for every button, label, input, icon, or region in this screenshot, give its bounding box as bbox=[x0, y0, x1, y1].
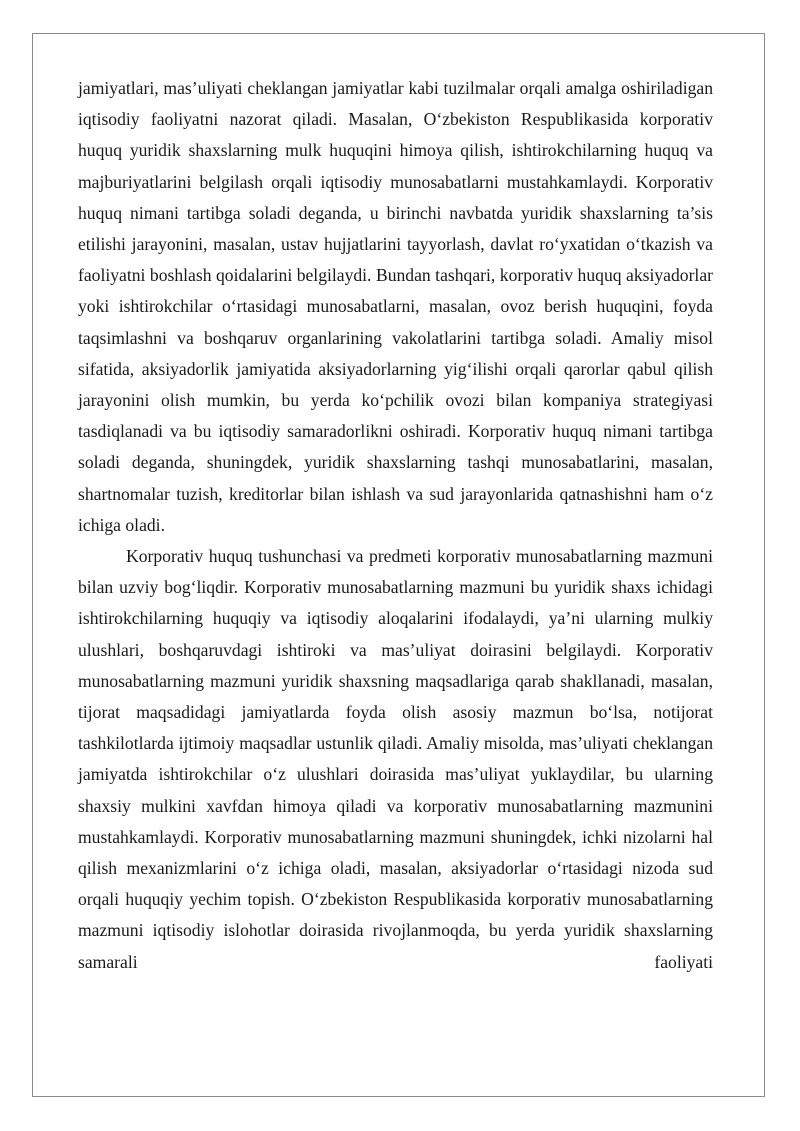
document-body bbox=[78, 73, 713, 978]
paragraph-2: Korporativ huquq tushunchasi va predmeti korporativ munosabatlarning mazmuni bilan uzviy bog‘liqdir. Korporativ munosabatlarning mazmuni bu yuridik shaxs ichidagi ishtirokchilarning huquqiy va iqtisodiy aloqalarini ifodalaydi, ya’ni ularning mulkiy ulushlari, boshqaruvdagi ishtiroki va mas’uliyat doirasini belgilaydi. Korporativ munosabatlarning mazmuni yuridik shaxsning maqsadlariga qarab shakllanadi, masalan, tijorat maqsadidagi jamiyatlarda foyda olish asosiy mazmun bo‘lsa, notijorat tashkilotlarda ijtimoiy maqsadlar ustunlik qiladi. Amaliy misolda, mas’uliyati cheklangan jamiyatda ishtirokchilar o‘z ulushlari doirasida mas’uliyat yuklaydilar, bu ularning shaxsiy mulkini xavfdan himoya qiladi va korporativ munosabatlarning mazmunini mustahkamlaydi. Korporativ munosabatlarning mazmuni shuningdek, ichki nizolarni hal qilish mexanizmlarini o‘z ichiga oladi, masalan, aksiyadorlar o‘rtasidagi nizoda sud orqali huquqiy yechim topish. O‘zbekiston Respublikasida korporativ munosabatlarning mazmuni iqtisodiy islohotlar doirasida rivojlanmoqda, bu yerda yuridik shaxslarning samarali faoliyati bbox=[78, 546, 713, 972]
paragraph-1: jamiyatlari, mas’uliyati cheklangan jamiyatlar kabi tuzilmalar orqali amalga oshiriladigan iqtisodiy faoliyatni nazorat qiladi. Masalan, O‘zbekiston Respublikasida korporativ huquq yuridik shaxslarning mulk huquqini himoya qilish, ishtirokchilarning huquq va majburiyatlarini belgilash orqali iqtisodiy munosabatlarni mustahkamlaydi. Korporativ huquq nimani tartibga soladi deganda, u birinchi navbatda yuridik shaxslarning ta’sis etilishi jarayonini, masalan, ustav hujjatlarini tayyorlash, davlat ro‘yxatidan o‘tkazish va faoliyatni boshlash qoidalarini belgilaydi. Bundan tashqari, korporativ huquq aksiyadorlar yoki ishtirokchilar o‘rtasidagi munosabatlarni, masalan, ovoz berish huquqini, foyda taqsimlashni va boshqaruv organlarining vakolatlarini tartibga soladi. Amaliy misol sifatida, aksiyadorlik jamiyatida aksiyadorlarning yig‘ilishi orqali qarorlar qabul qilish jarayonini olish mumkin, bu yerda ko‘pchilik ovozi bilan kompaniya strategiyasi tasdiqlanadi va bu iqtisodiy samaradorlikni oshiradi. Korporativ huquq nimani tartibga soladi deganda, shuningdek, yuridik shaxslarning tashqi munosabatlarini, masalan, shartnomalar tuzish, kreditorlar bilan ishlash va sud jarayonlarida qatnashishni ham o‘z ichiga oladi. bbox=[78, 78, 713, 535]
